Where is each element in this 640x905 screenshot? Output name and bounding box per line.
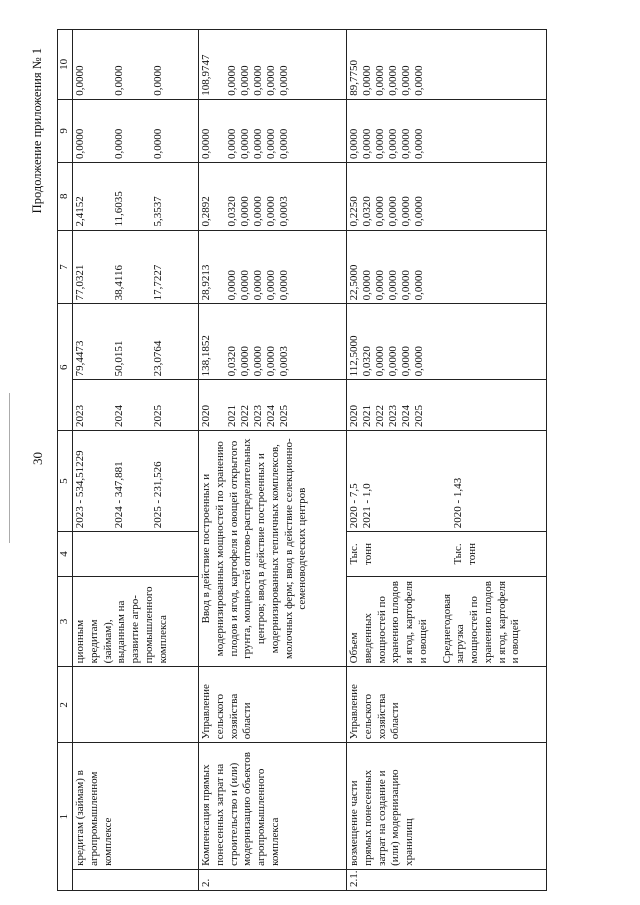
years <box>347 380 547 431</box>
event-name: кредитам (займам) в агропромышленном комплексе <box>73 743 199 870</box>
value: 112,5000 <box>348 335 360 377</box>
indicator-description: Ввод в действие построенных и модернизированных мощностей по хранению плодов и ягод, картофеля и овощей открытого грунта, мощностей оптово-распределительных центров; ввод в действие построенных и модернизированных тепличных комплексов, молочных ферм; ввод в действие селекционно-семеноводческих центров <box>199 431 347 667</box>
value: 0,0000 <box>400 196 412 227</box>
other-values <box>73 30 199 100</box>
header-cell: 8 <box>58 163 73 231</box>
table-row <box>73 30 199 891</box>
value: 108,9747 <box>200 54 212 96</box>
indicator-name: ционным кредитам (займам), выданным на развитие агро-промышленного комплекса <box>73 576 199 667</box>
header-cell: 6 <box>58 304 73 431</box>
indicator-values <box>347 431 547 532</box>
indicator-value: 2023 - 534,51229 <box>74 450 86 529</box>
total-values <box>73 304 199 380</box>
value: 0,0320 <box>361 196 373 227</box>
value: 0,0000 <box>387 128 399 160</box>
unit <box>347 532 547 576</box>
year: 2025 <box>152 405 164 427</box>
value: 0,0000 <box>361 65 373 96</box>
value: 0,0000 <box>265 346 277 377</box>
year: 2022 <box>374 405 386 427</box>
value: 0,0003 <box>278 346 290 377</box>
year: 2020 <box>200 405 212 427</box>
value: 0,0000 <box>387 196 399 227</box>
scan-artifact-line <box>9 393 10 543</box>
indicator-value: 2020 - 7,5 <box>348 483 360 529</box>
value: 5,3537 <box>152 196 164 227</box>
value: 89,7750 <box>348 59 360 96</box>
indicator-value: 2025 - 231,526 <box>152 461 164 529</box>
value: 0,0000 <box>239 346 251 377</box>
header-cell: 9 <box>58 99 73 162</box>
value: 22,5000 <box>348 264 360 301</box>
value: 28,9213 <box>200 264 212 301</box>
header-cell: 1 <box>58 743 73 891</box>
year: 2024 <box>400 405 412 427</box>
value: 0,0000 <box>252 270 264 301</box>
value: 0,0000 <box>413 65 425 96</box>
header-cell: 5 <box>58 431 73 532</box>
local-values <box>347 99 547 162</box>
row-number: 2.1. <box>347 869 547 890</box>
value: 2,4152 <box>74 196 86 227</box>
indicator-value: 2021 - 1,0 <box>361 483 373 529</box>
value: 0,0000 <box>374 346 386 377</box>
value: 11,6035 <box>113 191 125 227</box>
row-number <box>73 869 199 890</box>
years <box>73 380 199 431</box>
value: 0,0000 <box>239 270 251 301</box>
unit-text: Тыс. тонн <box>452 542 478 565</box>
local-values <box>73 99 199 162</box>
value: 0,0000 <box>278 65 290 96</box>
year: 2024 <box>265 405 277 427</box>
indicator-value: 2020 - 1,43 <box>452 477 464 529</box>
value: 0,0000 <box>387 65 399 96</box>
other-values <box>199 30 347 100</box>
federal-values <box>73 230 199 304</box>
value: 0,0000 <box>400 346 412 377</box>
regional-values <box>73 163 199 231</box>
header-cell: 10 <box>58 30 73 100</box>
header-row <box>58 30 73 891</box>
value: 0,2892 <box>200 196 212 227</box>
value: 0,0000 <box>226 65 238 96</box>
value: 0,0000 <box>252 128 264 160</box>
local-values <box>199 99 347 162</box>
value: 0,0000 <box>374 65 386 96</box>
value: 0,0000 <box>113 65 125 96</box>
year: 2023 <box>252 405 264 427</box>
year: 2021 <box>361 405 373 427</box>
executor: Управление сельского хозяйства области <box>347 667 547 743</box>
value: 0,0000 <box>413 196 425 227</box>
table-row <box>199 30 347 891</box>
page-number: 30 <box>30 452 45 465</box>
total-values <box>347 304 547 380</box>
value: 0,0003 <box>278 196 290 227</box>
value: 0,0000 <box>239 196 251 227</box>
value: 0,0000 <box>361 128 373 160</box>
value: 79,4473 <box>74 340 86 377</box>
value: 0,0000 <box>374 270 386 301</box>
value: 0,0000 <box>387 346 399 377</box>
value: 77,0321 <box>74 264 86 301</box>
value: 0,0000 <box>200 128 212 160</box>
indicator-text: Объем введенных мощностей по хранению плодов и ягод, картофеля и овощей <box>348 580 429 664</box>
table-row <box>347 30 547 891</box>
value: 0,0000 <box>413 270 425 301</box>
value: 50,0151 <box>113 340 125 377</box>
value: 0,0000 <box>265 128 277 160</box>
value: 0,0000 <box>252 196 264 227</box>
value: 0,0000 <box>400 270 412 301</box>
value: 0,0000 <box>226 270 238 301</box>
value: 0,0000 <box>74 65 86 96</box>
value: 23,0764 <box>152 340 164 377</box>
value: 0,0000 <box>74 128 86 160</box>
header-cell: 2 <box>58 667 73 743</box>
value: 0,0000 <box>400 65 412 96</box>
header-cell: 4 <box>58 532 73 576</box>
event-name: возмещение части прямых понесенных затрат на создание и (или) модернизацию хранилищ <box>347 743 547 870</box>
value: 0,0000 <box>152 65 164 96</box>
value: 0,0320 <box>226 196 238 227</box>
year: 2025 <box>413 405 425 427</box>
year: 2020 <box>348 405 360 427</box>
value: 0,0000 <box>265 65 277 96</box>
value: 0,0000 <box>265 270 277 301</box>
year: 2021 <box>226 405 238 427</box>
value: 0,0000 <box>348 128 360 160</box>
indicator-text: Среднегодовая загрузка мощностей по хранению плодов и ягод, картофеля и овощей <box>440 580 522 664</box>
regional-values <box>347 163 547 231</box>
value: 0,0000 <box>361 270 373 301</box>
value: 0,0000 <box>278 270 290 301</box>
indicator-values <box>73 431 199 532</box>
appendix-table <box>57 29 547 891</box>
executor <box>73 667 199 743</box>
header-cell: 7 <box>58 230 73 304</box>
year: 2024 <box>113 405 125 427</box>
value: 38,4116 <box>113 265 125 301</box>
value: 0,2250 <box>348 196 360 227</box>
unit <box>73 532 199 576</box>
header-cell: 3 <box>58 576 73 667</box>
continuation-title: Продолжение приложения № 1 <box>30 48 44 214</box>
value: 0,0000 <box>152 128 164 160</box>
row-number: 2. <box>199 869 347 890</box>
year: 2023 <box>74 405 86 427</box>
value: 0,0000 <box>413 346 425 377</box>
value: 17,7227 <box>152 264 164 301</box>
value: 0,0000 <box>374 196 386 227</box>
year: 2023 <box>387 405 399 427</box>
value: 0,0000 <box>252 65 264 96</box>
years <box>199 380 347 431</box>
unit-text: Тыс. тонн <box>348 542 374 565</box>
federal-values <box>347 230 547 304</box>
value: 0,0000 <box>239 65 251 96</box>
other-values <box>347 30 547 100</box>
federal-values <box>199 230 347 304</box>
year: 2022 <box>239 405 251 427</box>
value: 138,1852 <box>200 335 212 377</box>
total-values <box>199 304 347 380</box>
value: 0,0000 <box>239 128 251 160</box>
value: 0,0000 <box>113 128 125 160</box>
regional-values <box>199 163 347 231</box>
value: 0,0000 <box>252 346 264 377</box>
value: 0,0000 <box>265 196 277 227</box>
value: 0,0000 <box>278 128 290 160</box>
year: 2025 <box>278 405 290 427</box>
value: 0,0000 <box>374 128 386 160</box>
value: 0,0000 <box>387 270 399 301</box>
value: 0,0320 <box>226 346 238 377</box>
value: 0,0000 <box>413 128 425 160</box>
indicator-name <box>347 576 547 667</box>
value: 0,0320 <box>361 346 373 377</box>
value: 0,0000 <box>400 128 412 160</box>
executor: Управление сельского хозяйства области <box>199 667 347 743</box>
value: 0,0000 <box>226 128 238 160</box>
indicator-value: 2024 - 347,881 <box>113 461 125 529</box>
event-name: Компенсация прямых понесенных затрат на строительство и (или) модернизацию объектов агропромышленного комплекса <box>199 743 347 870</box>
